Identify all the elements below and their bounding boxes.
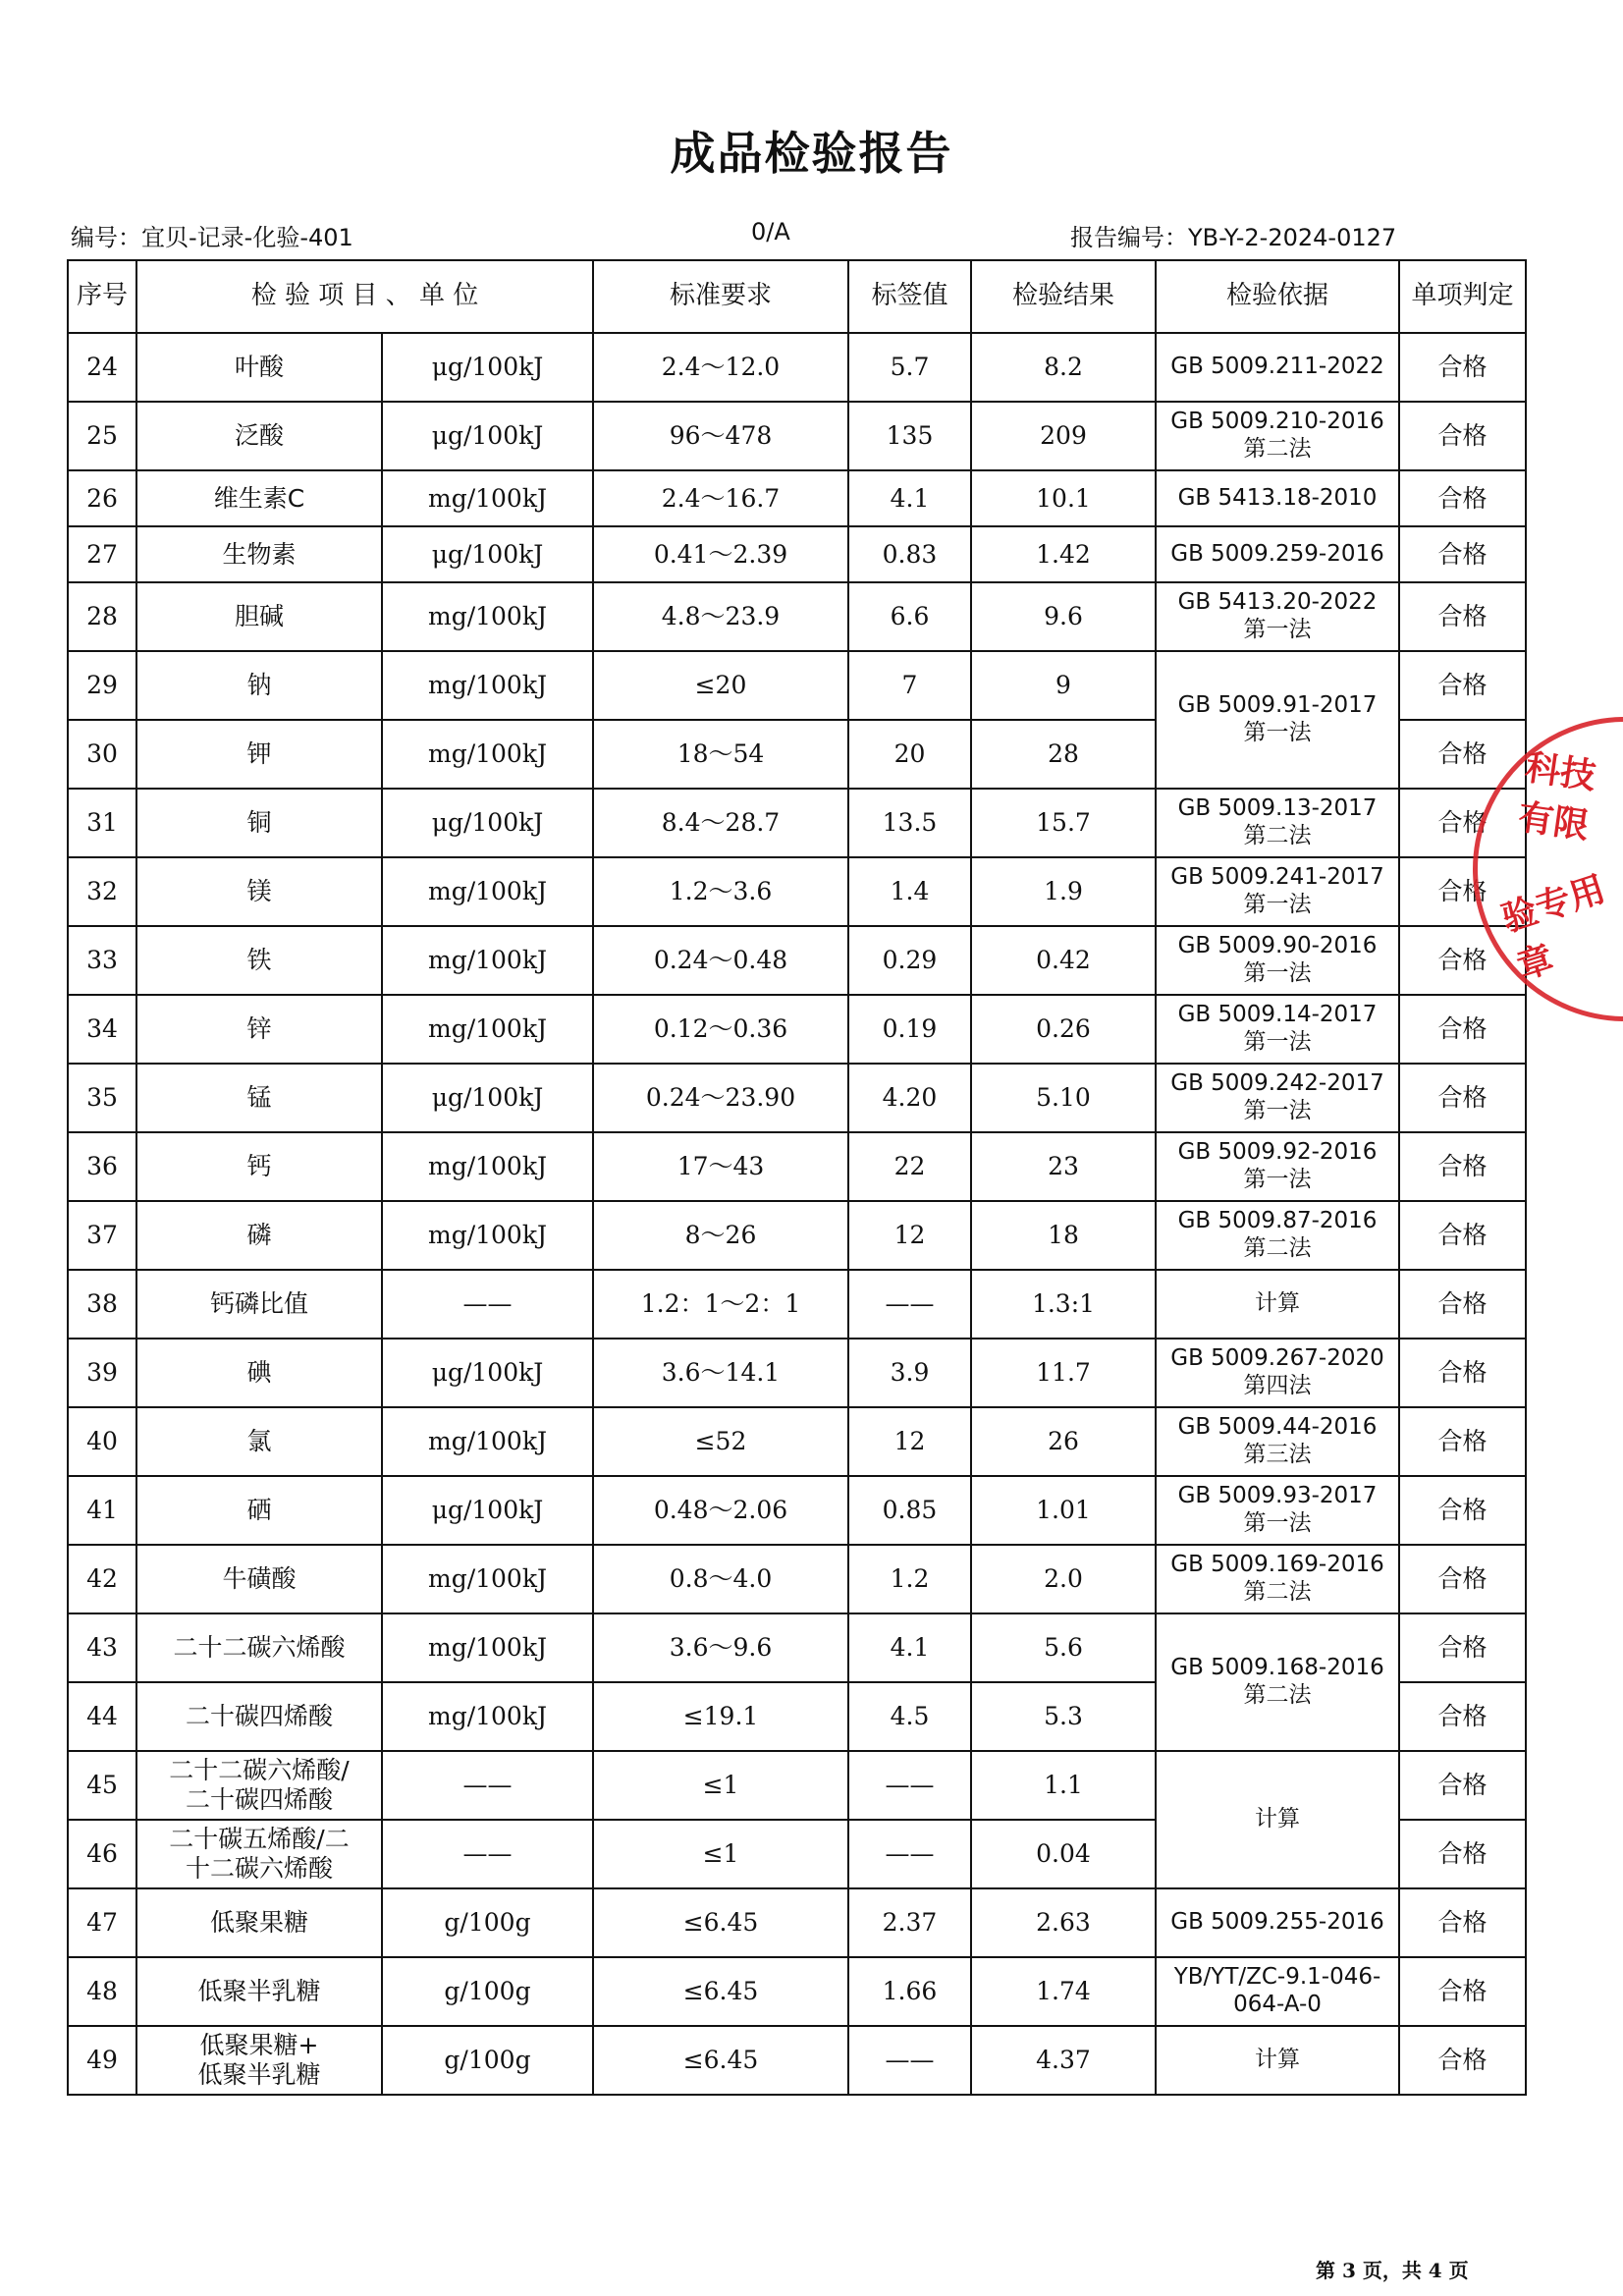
cell-standard: ≤1	[593, 1751, 848, 1820]
cell-result: 1.9	[971, 857, 1156, 926]
cell-verdict: 合格	[1399, 1820, 1526, 1888]
cell-label-value: 4.1	[848, 470, 971, 526]
cell-result: 1.01	[971, 1476, 1156, 1545]
cell-basis: GB 5009.87-2016 第二法	[1156, 1201, 1399, 1270]
report-title: 成品检验报告	[670, 127, 953, 180]
cell-result: 5.6	[971, 1613, 1156, 1682]
cell-standard: 18～54	[593, 720, 848, 789]
cell-seq: 44	[68, 1682, 136, 1751]
cell-standard: 0.24～23.90	[593, 1064, 848, 1132]
table-row	[68, 1957, 1526, 2026]
cell-seq: 29	[68, 651, 136, 720]
inspection-table	[67, 259, 1527, 2096]
cell-verdict: 合格	[1399, 1476, 1526, 1545]
cell-basis: GB 5009.259-2016	[1156, 526, 1399, 582]
cell-unit: ——	[382, 1270, 593, 1339]
cell-basis: GB 5413.20-2022 第一法	[1156, 582, 1399, 651]
record-number: 编号：宜贝-记录-化验-401	[71, 224, 353, 251]
table-row	[68, 2026, 1526, 2095]
cell-result: 11.7	[971, 1339, 1156, 1407]
cell-unit: μg/100kJ	[382, 1064, 593, 1132]
cell-verdict: 合格	[1399, 333, 1526, 402]
cell-label-value: 12	[848, 1201, 971, 1270]
cell-item: 泛酸	[136, 402, 382, 470]
cell-result: 2.63	[971, 1888, 1156, 1957]
header-basis: 检验依据	[1156, 260, 1399, 333]
cell-result: 0.04	[971, 1820, 1156, 1888]
table-row	[68, 470, 1526, 526]
cell-standard: 2.4～16.7	[593, 470, 848, 526]
cell-standard: 0.24～0.48	[593, 926, 848, 995]
table-row	[68, 926, 1526, 995]
cell-standard: ≤6.45	[593, 1888, 848, 1957]
cell-item: 镁	[136, 857, 382, 926]
cell-verdict: 合格	[1399, 1407, 1526, 1476]
cell-basis: GB 5009.168-2016 第二法	[1156, 1613, 1399, 1751]
cell-label-value: 4.5	[848, 1682, 971, 1751]
cell-verdict: 合格	[1399, 926, 1526, 995]
cell-label-value: 12	[848, 1407, 971, 1476]
cell-seq: 38	[68, 1270, 136, 1339]
cell-item: 磷	[136, 1201, 382, 1270]
cell-standard: ≤1	[593, 1820, 848, 1888]
cell-item: 锰	[136, 1064, 382, 1132]
cell-unit: mg/100kJ	[382, 857, 593, 926]
cell-standard: ≤6.45	[593, 1957, 848, 2026]
cell-item: 二十碳五烯酸/二 十二碳六烯酸	[136, 1820, 382, 1888]
cell-verdict: 合格	[1399, 651, 1526, 720]
cell-verdict: 合格	[1399, 1682, 1526, 1751]
cell-label-value: 0.29	[848, 926, 971, 995]
table-row	[68, 1064, 1526, 1132]
cell-label-value: 22	[848, 1132, 971, 1201]
cell-label-value: 4.20	[848, 1064, 971, 1132]
cell-basis: GB 5413.18-2010	[1156, 470, 1399, 526]
cell-standard: 0.41～2.39	[593, 526, 848, 582]
cell-unit: ——	[382, 1820, 593, 1888]
cell-item: 二十二碳六烯酸	[136, 1613, 382, 1682]
cell-item: 钙	[136, 1132, 382, 1201]
cell-label-value: 13.5	[848, 789, 971, 857]
cell-standard: 0.8～4.0	[593, 1545, 848, 1613]
cell-unit: mg/100kJ	[382, 1407, 593, 1476]
cell-label-value: 7	[848, 651, 971, 720]
table-row	[68, 1888, 1526, 1957]
cell-result: 28	[971, 720, 1156, 789]
cell-basis: 计算	[1156, 1270, 1399, 1339]
cell-label-value: 6.6	[848, 582, 971, 651]
cell-item: 低聚半乳糖	[136, 1957, 382, 2026]
cell-verdict: 合格	[1399, 402, 1526, 470]
cell-seq: 49	[68, 2026, 136, 2095]
cell-result: 15.7	[971, 789, 1156, 857]
cell-verdict: 合格	[1399, 1545, 1526, 1613]
cell-unit: μg/100kJ	[382, 402, 593, 470]
cell-seq: 28	[68, 582, 136, 651]
table-row	[68, 1407, 1526, 1476]
table-row	[68, 857, 1526, 926]
cell-verdict: 合格	[1399, 582, 1526, 651]
table-row	[68, 1751, 1526, 1820]
cell-standard: 3.6～14.1	[593, 1339, 848, 1407]
cell-result: 2.0	[971, 1545, 1156, 1613]
cell-item: 生物素	[136, 526, 382, 582]
cell-basis: GB 5009.267-2020 第四法	[1156, 1339, 1399, 1407]
cell-item: 二十碳四烯酸	[136, 1682, 382, 1751]
cell-seq: 39	[68, 1339, 136, 1407]
cell-standard: 3.6～9.6	[593, 1613, 848, 1682]
cell-seq: 33	[68, 926, 136, 995]
table-header-row	[68, 260, 1526, 333]
cell-label-value: 1.66	[848, 1957, 971, 2026]
cell-result: 8.2	[971, 333, 1156, 402]
cell-item: 钙磷比值	[136, 1270, 382, 1339]
cell-item: 胆碱	[136, 582, 382, 651]
cell-basis: GB 5009.93-2017 第一法	[1156, 1476, 1399, 1545]
header-standard: 标准要求	[593, 260, 848, 333]
cell-standard: 2.4～12.0	[593, 333, 848, 402]
header-seq: 序号	[68, 260, 136, 333]
cell-standard: ≤20	[593, 651, 848, 720]
cell-basis: GB 5009.169-2016 第二法	[1156, 1545, 1399, 1613]
table-row	[68, 1545, 1526, 1613]
cell-verdict: 合格	[1399, 1888, 1526, 1957]
cell-result: 18	[971, 1201, 1156, 1270]
cell-standard: 1.2～3.6	[593, 857, 848, 926]
table-row	[68, 1132, 1526, 1201]
cell-unit: mg/100kJ	[382, 1682, 593, 1751]
report-number: 报告编号：YB-Y-2-2024-0127	[1070, 224, 1397, 251]
cell-seq: 41	[68, 1476, 136, 1545]
cell-verdict: 合格	[1399, 2026, 1526, 2095]
cell-standard: 1.2：1～2：1	[593, 1270, 848, 1339]
header-result: 检验结果	[971, 260, 1156, 333]
cell-standard: 0.12～0.36	[593, 995, 848, 1064]
cell-item: 低聚果糖+ 低聚半乳糖	[136, 2026, 382, 2095]
cell-verdict: 合格	[1399, 1339, 1526, 1407]
table-row	[68, 402, 1526, 470]
cell-seq: 47	[68, 1888, 136, 1957]
cell-seq: 36	[68, 1132, 136, 1201]
cell-unit: μg/100kJ	[382, 1476, 593, 1545]
cell-unit: g/100g	[382, 2026, 593, 2095]
cell-basis: GB 5009.90-2016 第一法	[1156, 926, 1399, 995]
cell-standard: 96～478	[593, 402, 848, 470]
cell-unit: mg/100kJ	[382, 926, 593, 995]
cell-verdict: 合格	[1399, 857, 1526, 926]
cell-item: 氯	[136, 1407, 382, 1476]
cell-basis: GB 5009.211-2022	[1156, 333, 1399, 402]
cell-item: 二十二碳六烯酸/ 二十碳四烯酸	[136, 1751, 382, 1820]
cell-basis: GB 5009.14-2017 第一法	[1156, 995, 1399, 1064]
cell-seq: 31	[68, 789, 136, 857]
cell-seq: 42	[68, 1545, 136, 1613]
cell-label-value: 5.7	[848, 333, 971, 402]
table-row	[68, 1476, 1526, 1545]
cell-basis: GB 5009.241-2017 第一法	[1156, 857, 1399, 926]
cell-label-value: 135	[848, 402, 971, 470]
cell-unit: mg/100kJ	[382, 651, 593, 720]
cell-unit: ——	[382, 1751, 593, 1820]
cell-unit: mg/100kJ	[382, 995, 593, 1064]
cell-unit: g/100g	[382, 1957, 593, 2026]
cell-seq: 35	[68, 1064, 136, 1132]
cell-item: 铁	[136, 926, 382, 995]
cell-result: 26	[971, 1407, 1156, 1476]
table-row	[68, 1270, 1526, 1339]
cell-basis: GB 5009.91-2017 第一法	[1156, 651, 1399, 789]
cell-item: 叶酸	[136, 333, 382, 402]
table-row	[68, 789, 1526, 857]
cell-seq: 34	[68, 995, 136, 1064]
table-row	[68, 1613, 1526, 1682]
cell-verdict: 合格	[1399, 720, 1526, 789]
cell-unit: mg/100kJ	[382, 1545, 593, 1613]
table-row	[68, 1339, 1526, 1407]
cell-result: 4.37	[971, 2026, 1156, 2095]
stamp-text-bottom: 验专用章	[1496, 868, 1610, 988]
cell-unit: mg/100kJ	[382, 1613, 593, 1682]
cell-seq: 37	[68, 1201, 136, 1270]
cell-standard: ≤52	[593, 1407, 848, 1476]
cell-seq: 27	[68, 526, 136, 582]
cell-seq: 46	[68, 1820, 136, 1888]
version: 0/A	[751, 218, 790, 246]
cell-unit: μg/100kJ	[382, 789, 593, 857]
cell-standard: 0.48～2.06	[593, 1476, 848, 1545]
cell-label-value: 2.37	[848, 1888, 971, 1957]
cell-item: 碘	[136, 1339, 382, 1407]
table-row	[68, 526, 1526, 582]
cell-basis: GB 5009.92-2016 第一法	[1156, 1132, 1399, 1201]
cell-unit: mg/100kJ	[382, 1132, 593, 1201]
cell-basis: GB 5009.44-2016 第三法	[1156, 1407, 1399, 1476]
cell-seq: 45	[68, 1751, 136, 1820]
cell-verdict: 合格	[1399, 470, 1526, 526]
cell-basis: GB 5009.210-2016 第二法	[1156, 402, 1399, 470]
cell-unit: μg/100kJ	[382, 333, 593, 402]
cell-verdict: 合格	[1399, 526, 1526, 582]
cell-seq: 30	[68, 720, 136, 789]
cell-verdict: 合格	[1399, 1064, 1526, 1132]
cell-unit: g/100g	[382, 1888, 593, 1957]
cell-result: 10.1	[971, 470, 1156, 526]
cell-unit: mg/100kJ	[382, 1201, 593, 1270]
cell-result: 1.74	[971, 1957, 1156, 2026]
cell-verdict: 合格	[1399, 995, 1526, 1064]
cell-seq: 25	[68, 402, 136, 470]
cell-label-value: 20	[848, 720, 971, 789]
cell-verdict: 合格	[1399, 1201, 1526, 1270]
cell-seq: 26	[68, 470, 136, 526]
cell-basis: YB/YT/ZC-9.1-046- 064-A-0	[1156, 1957, 1399, 2026]
header-label: 标签值	[848, 260, 971, 333]
cell-seq: 43	[68, 1613, 136, 1682]
cell-result: 9.6	[971, 582, 1156, 651]
cell-result: 0.42	[971, 926, 1156, 995]
cell-verdict: 合格	[1399, 1132, 1526, 1201]
cell-item: 硒	[136, 1476, 382, 1545]
cell-standard: 4.8～23.9	[593, 582, 848, 651]
header-verdict: 单项判定	[1399, 260, 1526, 333]
cell-label-value: 0.19	[848, 995, 971, 1064]
cell-unit: μg/100kJ	[382, 526, 593, 582]
cell-verdict: 合格	[1399, 1751, 1526, 1820]
table-row	[68, 1201, 1526, 1270]
cell-standard: 17～43	[593, 1132, 848, 1201]
cell-item: 钾	[136, 720, 382, 789]
page-footer: 第 3 页，共 4 页	[1316, 2259, 1469, 2282]
cell-unit: mg/100kJ	[382, 470, 593, 526]
cell-unit: mg/100kJ	[382, 582, 593, 651]
cell-unit: μg/100kJ	[382, 1339, 593, 1407]
cell-result: 5.10	[971, 1064, 1156, 1132]
cell-label-value: ——	[848, 2026, 971, 2095]
cell-label-value: 1.2	[848, 1545, 971, 1613]
table-row	[68, 582, 1526, 651]
cell-label-value: ——	[848, 1751, 971, 1820]
header-item-unit: 检 验 项 目 、 单 位	[136, 260, 593, 333]
cell-item: 铜	[136, 789, 382, 857]
stamp-text-top: 科技有限	[1515, 747, 1598, 847]
cell-item: 低聚果糖	[136, 1888, 382, 1957]
cell-standard: 8～26	[593, 1201, 848, 1270]
cell-unit: mg/100kJ	[382, 720, 593, 789]
cell-standard: ≤19.1	[593, 1682, 848, 1751]
cell-seq: 48	[68, 1957, 136, 2026]
cell-basis: 计算	[1156, 1751, 1399, 1888]
cell-basis: 计算	[1156, 2026, 1399, 2095]
cell-label-value: 0.83	[848, 526, 971, 582]
cell-result: 9	[971, 651, 1156, 720]
cell-verdict: 合格	[1399, 1270, 1526, 1339]
cell-standard: ≤6.45	[593, 2026, 848, 2095]
cell-label-value: ——	[848, 1270, 971, 1339]
cell-result: 0.26	[971, 995, 1156, 1064]
cell-result: 1.1	[971, 1751, 1156, 1820]
cell-label-value: 4.1	[848, 1613, 971, 1682]
cell-result: 1.3:1	[971, 1270, 1156, 1339]
cell-verdict: 合格	[1399, 789, 1526, 857]
cell-basis: GB 5009.13-2017 第二法	[1156, 789, 1399, 857]
cell-seq: 32	[68, 857, 136, 926]
cell-basis: GB 5009.242-2017 第一法	[1156, 1064, 1399, 1132]
cell-item: 牛磺酸	[136, 1545, 382, 1613]
cell-item: 钠	[136, 651, 382, 720]
cell-item: 维生素C	[136, 470, 382, 526]
cell-result: 5.3	[971, 1682, 1156, 1751]
cell-label-value: 1.4	[848, 857, 971, 926]
cell-basis: GB 5009.255-2016	[1156, 1888, 1399, 1957]
cell-label-value: ——	[848, 1820, 971, 1888]
cell-seq: 24	[68, 333, 136, 402]
cell-verdict: 合格	[1399, 1613, 1526, 1682]
cell-standard: 8.4～28.7	[593, 789, 848, 857]
cell-seq: 40	[68, 1407, 136, 1476]
table-row	[68, 333, 1526, 402]
table-row	[68, 651, 1526, 720]
cell-label-value: 3.9	[848, 1339, 971, 1407]
cell-verdict: 合格	[1399, 1957, 1526, 2026]
table-row	[68, 995, 1526, 1064]
cell-result: 1.42	[971, 526, 1156, 582]
cell-label-value: 0.85	[848, 1476, 971, 1545]
cell-item: 锌	[136, 995, 382, 1064]
cell-result: 209	[971, 402, 1156, 470]
cell-result: 23	[971, 1132, 1156, 1201]
